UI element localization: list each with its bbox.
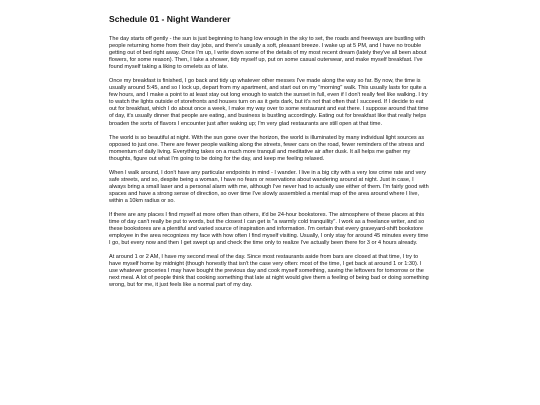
document-title: Schedule 01 - Night Wanderer — [109, 14, 231, 24]
paragraph-4: When I walk around, I don't have any particular endpoints in mind - I wander. I live in a big city with a very low crime rate and very safe streets, and so, despite being a woman, I have no fears or reservations about wandering around at night. Just in case, I always bring a small laser and a personal alarm with me, although I've never had to actually use either of them. I'm fairly good with spaces and have a strong sense of direction, so over time I've slowly assembled a mental map of the area around where I live, within a 10km radius or so. — [109, 169, 429, 204]
paragraph-6: At around 1 or 2 AM, I have my second meal of the day. Since most restaurants aside from bars are closed at that time, I try to have myself home by midnight (though honestly that isn't the case very often: most of the time, I get back at around 1 or 1:30). I use whatever groceries I may have bought the previous day and cook myself something, saving the leftovers for tomorrow or the next meal. A lot of people think that cooking something that late at night would give them a feeling of being bad or doing something wrong, but for me, it just feels like a normal part of my day. — [109, 254, 429, 289]
paragraph-2: Once my breakfast is finished, I go back and tidy up whatever other messes I've made along the way so far. By now, the time is usually around 5:45, and so I lock up, depart from my apartment, and start out on my "morning" walk. This usually lasts for quite a few hours, and I make a point to at least stay out long enough to watch the sunset in full, even if I don't really feel like walking. I try to watch the lights outside of storefronts and houses turn on as it gets dark, but it's not that often that I succeed. If I decide to eat out for breakfast, which I do about once a week, I make my way over to some restaurant and eat there. I suppose around that time of day, it's usually dinner that people are eating, and business is bustling accordingly. Eating out for breakfast like that really helps broaden the sorts of flavors I encounter just after waking up; I'm very glad restaurants are still open at that time. — [109, 78, 429, 127]
paragraph-5: If there are any places I find myself at more often than others, it'd be 24-hour bookstores. The atmosphere of these places at this time of day can't really be put to words, but the closest I can get is "a warmly cold tranquility". I work as a freelance writer, and so these bookstores are a plentiful and varied source of inspiration and information. I'm certain that every graveyard-shift bookstore employee in the area recognizes my face with how often I find myself visiting. Usually, I only stay for around 45 minutes every time I go, but every now and then I get swept up and check the time only to realize I've actually been there for 3 or 4 hours already. — [109, 211, 429, 247]
paragraph-1: The day starts off gently - the sun is just beginning to hang low enough in the sky to set, the roads and freeways are bustling with people returning home from their day jobs, and there's usually a soft, pleasant breeze. I wake up at 5 PM, and I have no trouble getting out of bed right away. Once I'm up, I write down some of the details of my most recent dream (lately they've all been about flowers, for some reason). Then, I take a shower, tidy myself up, put on some casual outerwear, and make myself breakfast. I've found myself taking a liking to omelets as of late. — [109, 36, 427, 71]
paragraph-3: The world is so beautiful at night. With the sun gone over the horizon, the world is illuminated by many individual light sources as opposed to just one. There are fewer people walking along the streets, fewer cars on the road, fewer reminders of the stress and momentum of daily living. Everything takes on a much more tranquil and meditative air after dusk. It all helps me gather my thoughts, figure out what I'm going to be doing for the day, and keep me feeling relaxed. — [109, 134, 425, 162]
